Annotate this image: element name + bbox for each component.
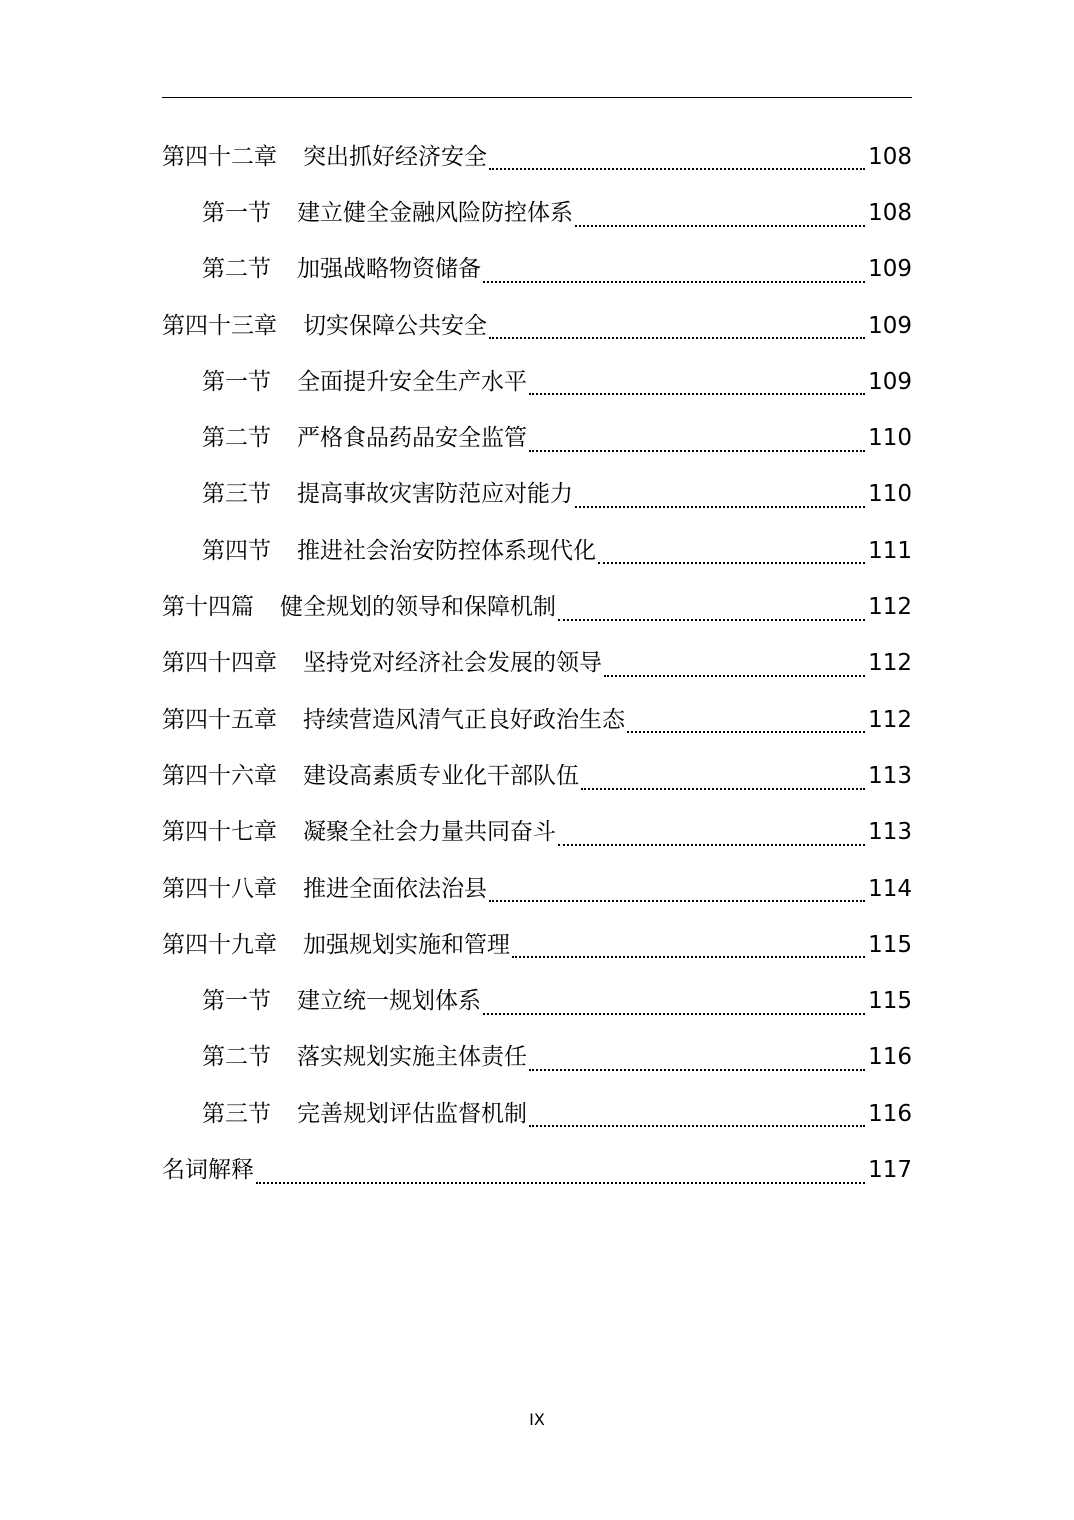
dot-leader xyxy=(581,788,865,790)
dot-leader xyxy=(604,675,865,677)
dot-leader xyxy=(489,900,865,902)
toc-entry[interactable] xyxy=(162,1030,912,1086)
toc-entry[interactable] xyxy=(162,805,912,861)
toc-entry-label: 第四节 xyxy=(202,537,271,564)
dot-leader xyxy=(512,956,865,958)
toc-entry-label: 第二节 xyxy=(202,256,271,283)
toc-entry-page: 111 xyxy=(868,537,912,564)
dot-leader xyxy=(529,1069,865,1071)
dot-leader xyxy=(529,1125,865,1127)
toc-entry[interactable] xyxy=(162,129,912,185)
dot-leader xyxy=(575,225,865,227)
toc-entry-title: 推进社会治安防控体系现代化 xyxy=(297,537,596,564)
dot-leader xyxy=(489,337,865,339)
toc-entry-label: 第四十九章 xyxy=(162,931,277,958)
toc-entry-label: 第一节 xyxy=(202,988,271,1015)
dot-leader xyxy=(256,1182,865,1184)
toc-entry-page: 113 xyxy=(868,819,912,846)
toc-entry-label: 第四十五章 xyxy=(162,706,277,733)
toc-entry[interactable] xyxy=(162,579,912,635)
page-number: IX xyxy=(529,1410,545,1429)
toc-entry-label: 第四十六章 xyxy=(162,762,277,789)
dot-leader xyxy=(558,619,865,621)
toc-entry[interactable] xyxy=(162,917,912,973)
toc-entry-page: 112 xyxy=(868,594,912,621)
toc-entry-title: 持续营造风清气正良好政治生态 xyxy=(303,706,625,733)
toc-entry-title: 全面提升安全生产水平 xyxy=(297,368,527,395)
toc-entry-page: 109 xyxy=(868,368,912,395)
toc-entry-label: 第四十二章 xyxy=(162,143,277,170)
toc-entry-title: 坚持党对经济社会发展的领导 xyxy=(303,650,602,677)
dot-leader xyxy=(483,281,865,283)
toc-entry[interactable] xyxy=(162,242,912,298)
toc-entry-title: 推进全面依法治县 xyxy=(303,875,487,902)
toc-entry[interactable] xyxy=(162,636,912,692)
toc-entry[interactable] xyxy=(162,523,912,579)
toc-entry-label: 第三节 xyxy=(202,481,271,508)
toc-entry-page: 109 xyxy=(868,256,912,283)
toc-entry-page: 115 xyxy=(868,988,912,1015)
toc-entry-page: 112 xyxy=(868,706,912,733)
toc-entry[interactable] xyxy=(162,973,912,1029)
toc-entry-title: 建立统一规划体系 xyxy=(297,988,481,1015)
toc-entry-label: 第一节 xyxy=(202,368,271,395)
toc-entry-label: 第二节 xyxy=(202,425,271,452)
toc-entry-page: 108 xyxy=(868,143,912,170)
toc-entry-title: 名词解释 xyxy=(162,1156,254,1183)
toc-entry-title: 完善规划评估监督机制 xyxy=(297,1100,527,1127)
toc-entry-page: 114 xyxy=(868,875,912,902)
toc-entry-page: 110 xyxy=(868,425,912,452)
toc-entry[interactable] xyxy=(162,861,912,917)
toc-entry-title: 建设高素质专业化干部队伍 xyxy=(303,762,579,789)
toc-entry-label: 第四十八章 xyxy=(162,875,277,902)
toc-entry-page: 116 xyxy=(868,1100,912,1127)
dot-leader xyxy=(489,168,865,170)
toc-entry[interactable] xyxy=(162,410,912,466)
toc-entry-title: 加强规划实施和管理 xyxy=(303,931,510,958)
toc-entry[interactable] xyxy=(162,298,912,354)
toc-entry-label: 第四十七章 xyxy=(162,819,277,846)
toc-entry-label: 第一节 xyxy=(202,199,271,226)
toc-entry-page: 109 xyxy=(868,312,912,339)
toc-entry[interactable] xyxy=(162,692,912,748)
toc-entry-label: 第三节 xyxy=(202,1100,271,1127)
dot-leader xyxy=(558,844,865,846)
toc-entry-page: 116 xyxy=(868,1044,912,1071)
toc-entry-title: 落实规划实施主体责任 xyxy=(297,1044,527,1071)
dot-leader xyxy=(598,562,865,564)
header-rule xyxy=(162,97,912,98)
toc-entry-label: 第四十三章 xyxy=(162,312,277,339)
dot-leader xyxy=(483,1013,865,1015)
dot-leader xyxy=(529,450,865,452)
toc-entry-label: 第十四篇 xyxy=(162,594,254,621)
dot-leader xyxy=(627,731,865,733)
toc-entry-title: 突出抓好经济安全 xyxy=(303,143,487,170)
toc-entry-title: 加强战略物资储备 xyxy=(297,256,481,283)
toc-entry-label: 第二节 xyxy=(202,1044,271,1071)
toc-entry-page: 115 xyxy=(868,931,912,958)
toc-entry[interactable] xyxy=(162,467,912,523)
toc-entry-page: 110 xyxy=(868,481,912,508)
toc-entry-title: 切实保障公共安全 xyxy=(303,312,487,339)
toc-entry-page: 108 xyxy=(868,199,912,226)
toc-entry-page: 113 xyxy=(868,762,912,789)
table-of-contents xyxy=(162,129,912,1199)
toc-entry[interactable] xyxy=(162,1142,912,1198)
toc-entry-title: 建立健全金融风险防控体系 xyxy=(297,199,573,226)
toc-entry-label: 第四十四章 xyxy=(162,650,277,677)
toc-entry-title: 健全规划的领导和保障机制 xyxy=(280,594,556,621)
toc-entry-title: 凝聚全社会力量共同奋斗 xyxy=(303,819,556,846)
toc-entry-page: 112 xyxy=(868,650,912,677)
toc-entry[interactable] xyxy=(162,354,912,410)
toc-entry[interactable] xyxy=(162,185,912,241)
toc-entry-title: 严格食品药品安全监管 xyxy=(297,425,527,452)
toc-entry-page: 117 xyxy=(868,1156,912,1183)
dot-leader xyxy=(575,506,865,508)
toc-entry[interactable] xyxy=(162,748,912,804)
toc-entry[interactable] xyxy=(162,1086,912,1142)
toc-entry-title: 提高事故灾害防范应对能力 xyxy=(297,481,573,508)
dot-leader xyxy=(529,393,865,395)
